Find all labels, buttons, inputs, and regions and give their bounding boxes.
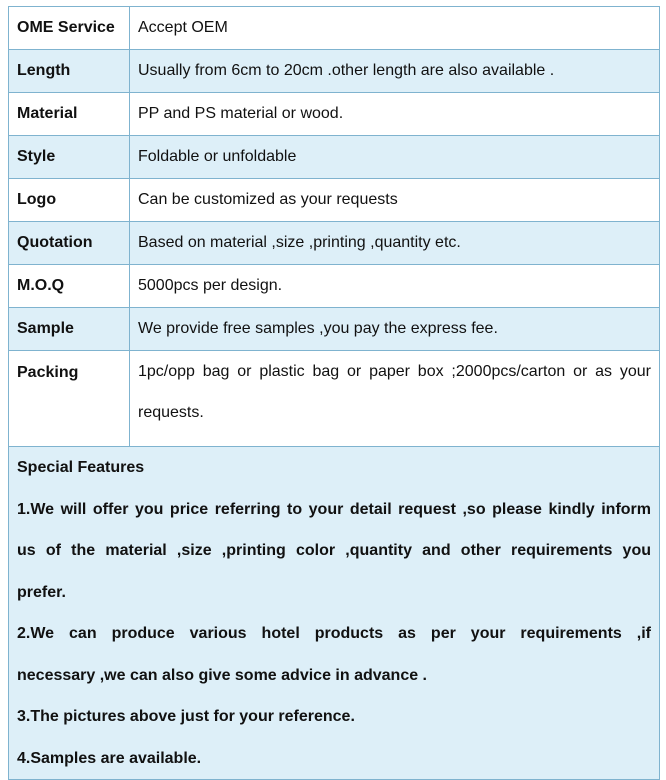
feature-1-line-1: 1.We will offer you price referring to your detail request ,so please kindly inform	[17, 500, 651, 518]
table-row	[9, 136, 660, 179]
table-row	[9, 222, 660, 265]
row-label: Style	[9, 136, 130, 179]
row-value: 5000pcs per design.	[130, 265, 660, 308]
feature-2-line-2: necessary ,we can also give some advice in advance .	[17, 666, 427, 684]
feature-1-line-3: prefer.	[17, 583, 66, 601]
feature-4: 4.Samples are available.	[17, 749, 202, 767]
table-row	[9, 265, 660, 308]
row-value: Accept OEM	[130, 7, 660, 50]
table-row	[9, 50, 660, 93]
row-label: Sample	[9, 308, 130, 351]
feature-1-line-2: us of the material ,size ,printing color ,quantity and other requirements you	[17, 542, 651, 559]
row-label: Packing	[9, 351, 130, 447]
table-row	[9, 308, 660, 351]
row-value: We provide free samples ,you pay the express fee.	[130, 308, 660, 351]
special-features-title: Special Features	[17, 459, 145, 476]
row-label: Logo	[9, 179, 130, 222]
special-features-row	[9, 447, 660, 780]
row-label: Quotation	[9, 222, 130, 265]
row-label: OME Service	[9, 7, 130, 50]
table-row	[9, 351, 660, 447]
feature-3: 3.The pictures above just for your reference.	[17, 708, 355, 725]
row-value: PP and PS material or wood.	[130, 93, 660, 136]
row-value: 1pc/opp bag or plastic bag or paper box ;2000pcs/carton or as your requests.	[130, 351, 660, 447]
spec-table	[8, 6, 660, 780]
table-row	[9, 93, 660, 136]
row-label: Material	[9, 93, 130, 136]
table-row	[9, 179, 660, 222]
row-value: Based on material ,size ,printing ,quantity etc.	[130, 222, 660, 265]
row-label: M.O.Q	[9, 265, 130, 308]
row-value: Foldable or unfoldable	[130, 136, 660, 179]
row-value: Usually from 6cm to 20cm .other length are also available .	[130, 50, 660, 93]
table-row	[9, 7, 660, 50]
feature-2-line-1: 2.We can produce various hotel products as per your requirements ,if	[17, 625, 651, 642]
special-features	[17, 447, 651, 779]
row-value: Can be customized as your requests	[130, 179, 660, 222]
row-label: Length	[9, 50, 130, 93]
special-features-cell	[9, 447, 660, 780]
